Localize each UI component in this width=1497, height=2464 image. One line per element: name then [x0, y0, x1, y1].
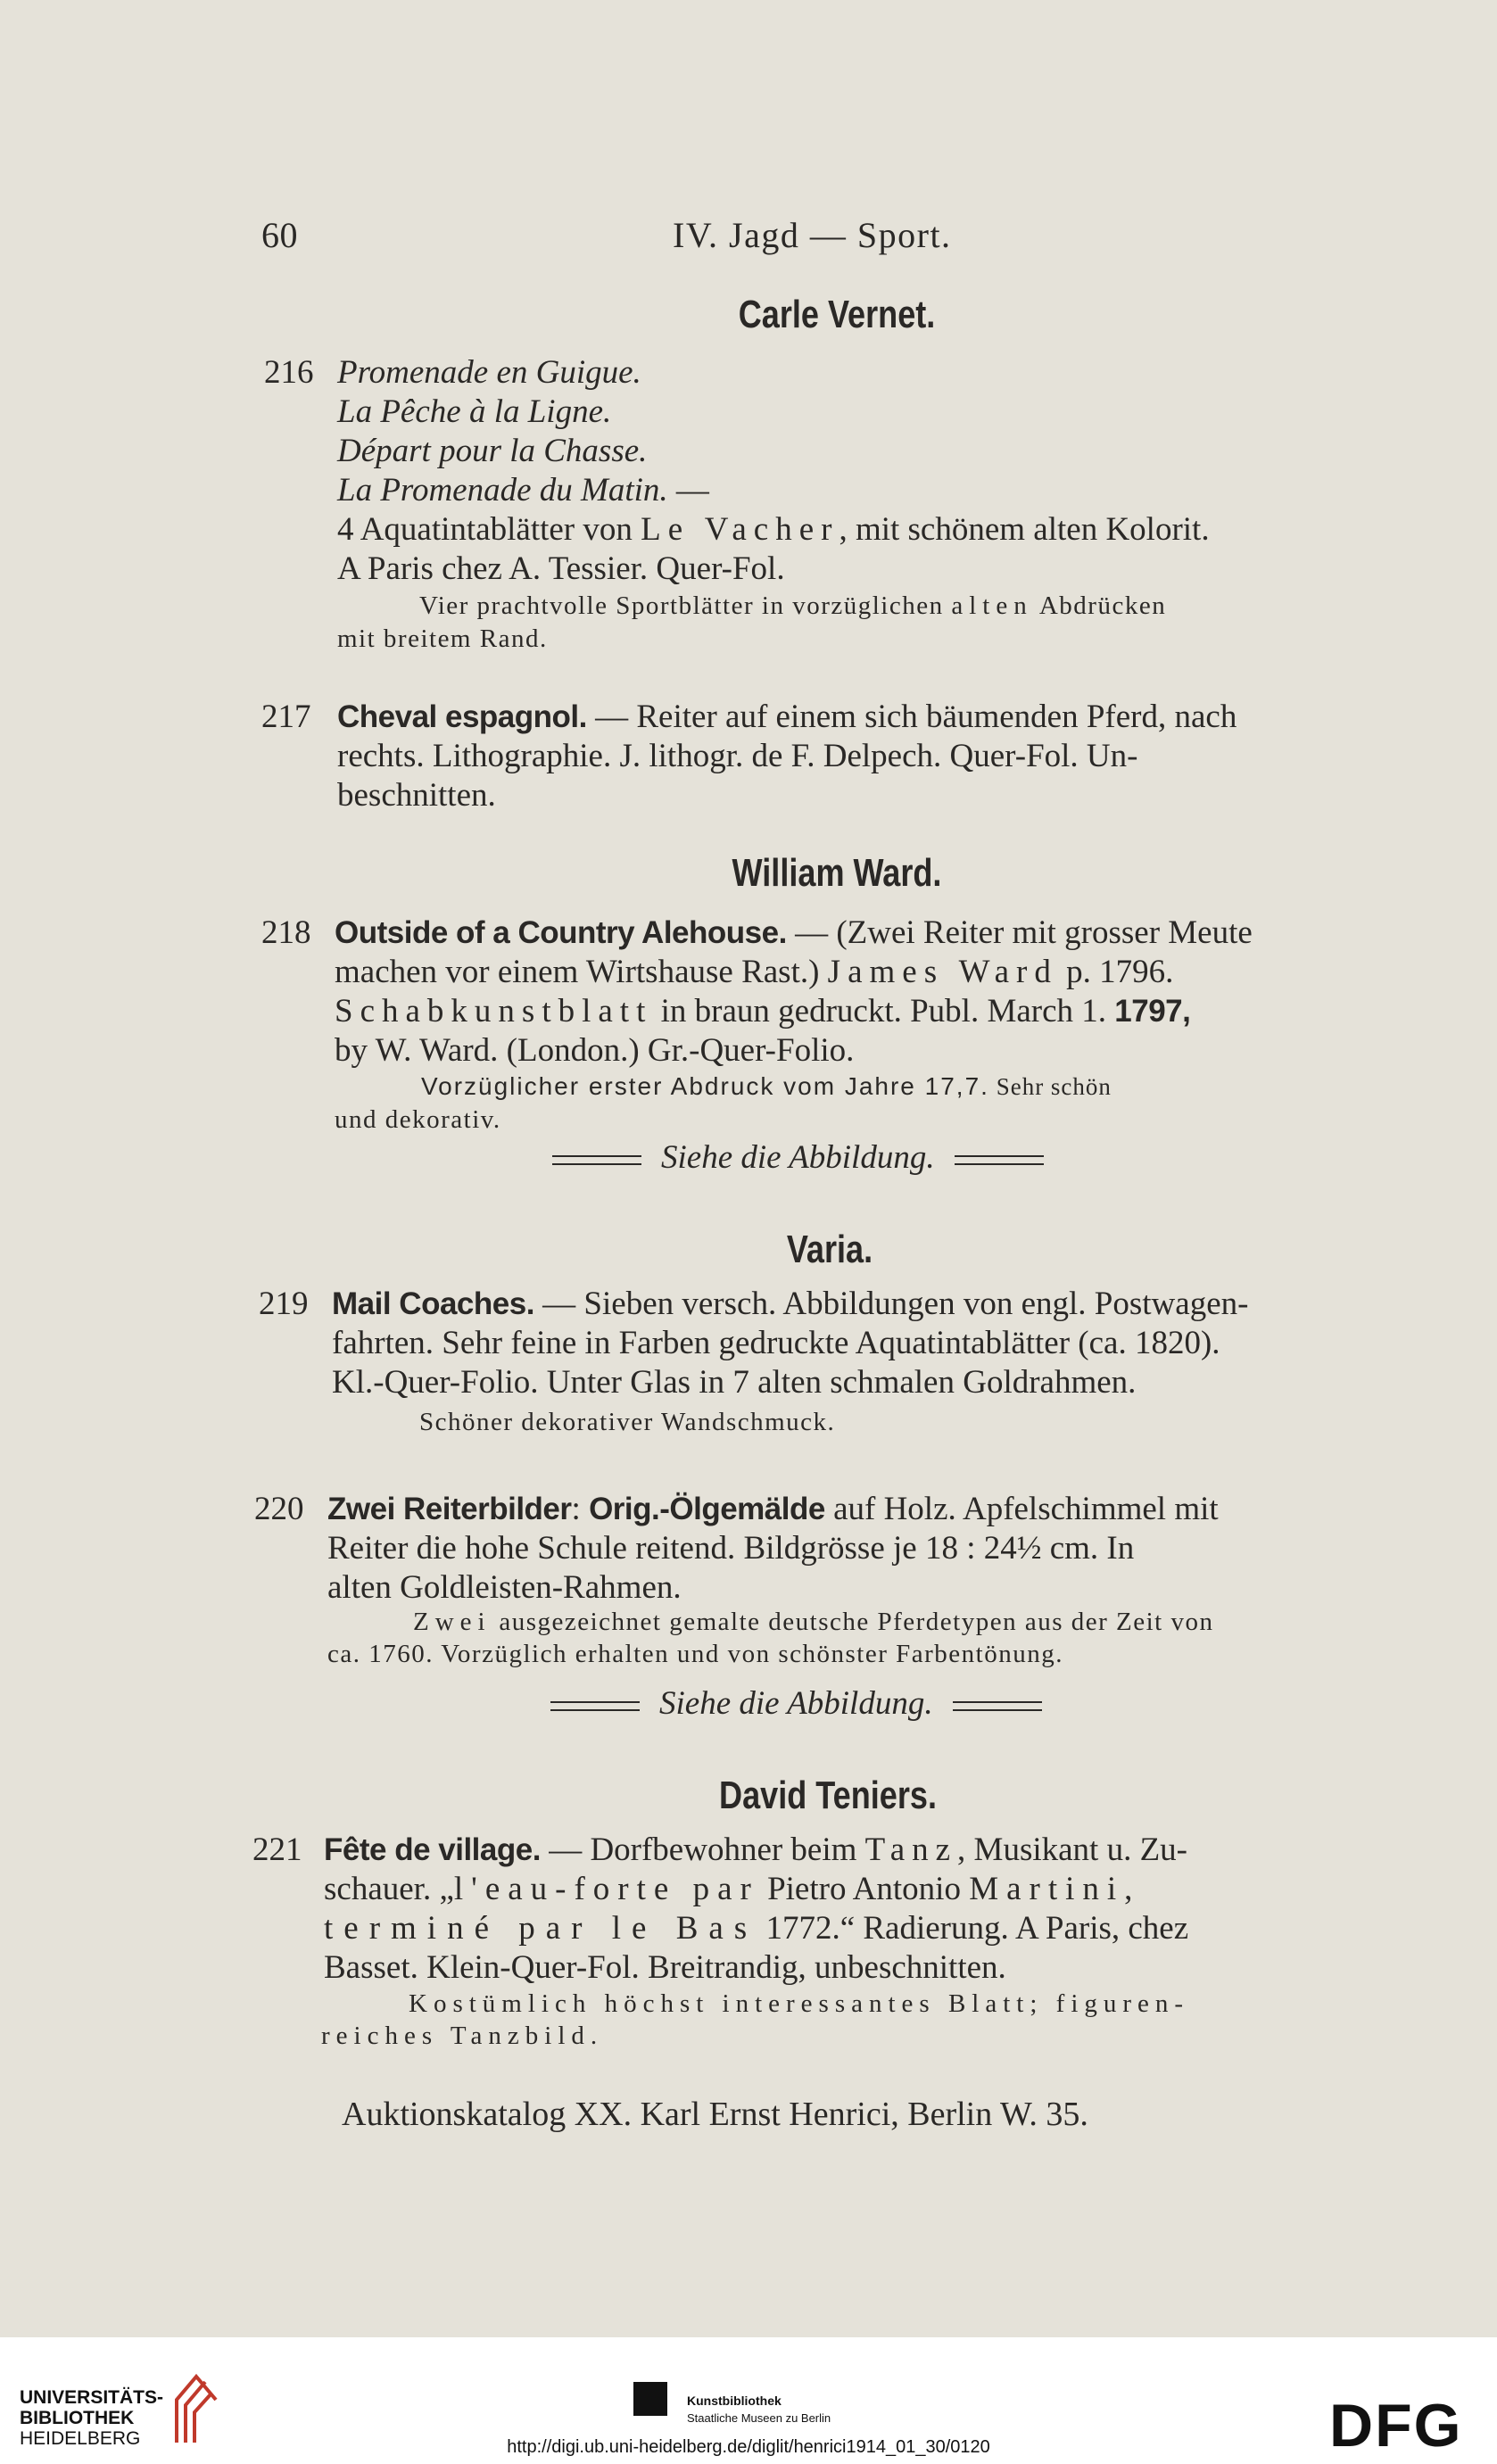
figure-reference: Siehe die Abbildung.	[533, 1138, 1063, 1177]
entry-note: und dekorativ.	[335, 1105, 501, 1134]
entry-description: terminé par le Bas 1772.“ Radierung. A Paris, chez	[324, 1910, 1189, 1947]
entry-number: 220	[254, 1491, 304, 1527]
entry-title-line: La Pêche à la Ligne.	[337, 393, 612, 430]
entry-note: reiches Tanzbild.	[321, 2022, 604, 2050]
dfg-logo: DFG	[1329, 2392, 1463, 2460]
entry-note: Vorzüglicher erster Abdruck vom Jahre 17,7. Sehr schön	[421, 1072, 1112, 1100]
entry-number: 217	[261, 699, 311, 735]
entry-description: rechts. Lithographie. J. lithogr. de F. Delpech. Quer-Fol. Un-	[337, 738, 1138, 774]
entry-number: 221	[252, 1831, 302, 1868]
digitization-footer: UNIVERSITÄTS- BIBLIOTHEK HEIDELBERG Kunstbibliothek Staatliche Museen zu Berlin DFG http://digi.ub.uni-heidelberg.de/diglit/henrici1914_01_30/0120	[0, 2337, 1497, 2464]
entry-description: Mail Coaches. — Sieben versch. Abbildungen von engl. Postwagen-	[332, 1286, 1249, 1322]
entry-note: Zwei ausgezeichnet gemalte deutsche Pferdetypen aus der Zeit von	[413, 1608, 1214, 1636]
entry-description: machen vor einem Wirtshause Rast.) James Ward p. 1796.	[335, 954, 1174, 990]
entry-title-line: Départ pour la Chasse.	[337, 433, 648, 469]
page-number: 60	[261, 215, 298, 255]
double-rule	[953, 1701, 1042, 1711]
entry-description: schauer. „l'eau-forte par Pietro Antonio Martini,	[324, 1871, 1141, 1907]
entry-description: Zwei Reiterbilder: Orig.-Ölgemälde auf Holz. Apfelschimmel mit	[327, 1491, 1219, 1527]
section-heading-vernet: Carle Vernet.	[738, 293, 936, 336]
entry-description: Basset. Klein-Quer-Fol. Breitrandig, unbeschnitten.	[324, 1949, 1006, 1986]
entry-description: Reiter die hohe Schule reitend. Bildgrösse je 18 : 24½ cm. In	[327, 1530, 1135, 1567]
source-url-link[interactable]: http://digi.ub.uni-heidelberg.de/diglit/henrici1914_01_30/0120	[507, 2437, 990, 2457]
section-heading-teniers: David Teniers.	[719, 1774, 937, 1817]
entry-description: 4 Aquatintablätter von Le Vacher, mit schönem alten Kolorit.	[337, 511, 1210, 548]
entry-number: 219	[259, 1286, 309, 1322]
entry-note: Kostümlich höchst interessantes Blatt; figuren-	[409, 1989, 1190, 2018]
entry-description: by W. Ward. (London.) Gr.-Quer-Folio.	[335, 1032, 855, 1069]
entry-description: Cheval espagnol. — Reiter auf einem sich bäumenden Pferd, nach	[337, 699, 1237, 735]
entry-description: Outside of a Country Alehouse. — (Zwei Reiter mit grosser Meute	[335, 914, 1253, 951]
section-heading-varia: Varia.	[786, 1228, 873, 1271]
entry-note: mit breitem Rand.	[337, 624, 548, 653]
ub-heidelberg-logo-text: UNIVERSITÄTS- BIBLIOTHEK HEIDELBERG	[20, 2387, 164, 2449]
double-rule	[550, 1701, 640, 1711]
double-rule	[955, 1155, 1044, 1165]
entry-description: A Paris chez A. Tessier. Quer-Fol.	[337, 550, 785, 587]
entry-description: Schabkunstblatt in braun gedruckt. Publ. March 1. 1797,	[335, 993, 1191, 1029]
entry-description: beschnitten.	[337, 777, 496, 814]
entry-description: Kl.-Quer-Folio. Unter Glas in 7 alten schmalen Goldrahmen.	[332, 1364, 1137, 1401]
entry-description: fahrten. Sehr feine in Farben gedruckte Aquatintablätter (ca. 1820).	[332, 1325, 1220, 1361]
entry-number: 216	[264, 354, 314, 391]
ub-heidelberg-emblem-icon	[170, 2364, 223, 2444]
running-title: IV. Jagd — Sport.	[673, 215, 952, 255]
kunstbibliothek-icon	[633, 2382, 667, 2416]
entry-description: Fête de village. — Dorfbewohner beim Tanz, Musikant u. Zu-	[324, 1831, 1187, 1868]
entry-note: Schöner dekorativer Wandschmuck.	[419, 1408, 836, 1436]
entry-note: ca. 1760. Vorzüglich erhalten und von schönster Farbentönung.	[327, 1640, 1063, 1668]
double-rule	[552, 1155, 641, 1165]
entry-title-line: Promenade en Guigue.	[337, 354, 641, 391]
entry-note: Vier prachtvolle Sportblätter in vorzüglichen alten Abdrücken	[419, 591, 1167, 620]
entry-number: 218	[261, 914, 311, 951]
figure-reference: Siehe die Abbildung.	[531, 1684, 1062, 1723]
section-heading-ward: William Ward.	[732, 851, 942, 895]
entry-description: alten Goldleisten-Rahmen.	[327, 1569, 682, 1606]
catalog-footer-line: Auktionskatalog XX. Karl Ernst Henrici, Berlin W. 35.	[342, 2096, 1088, 2133]
entry-title-line: La Promenade du Matin. —	[337, 472, 709, 509]
